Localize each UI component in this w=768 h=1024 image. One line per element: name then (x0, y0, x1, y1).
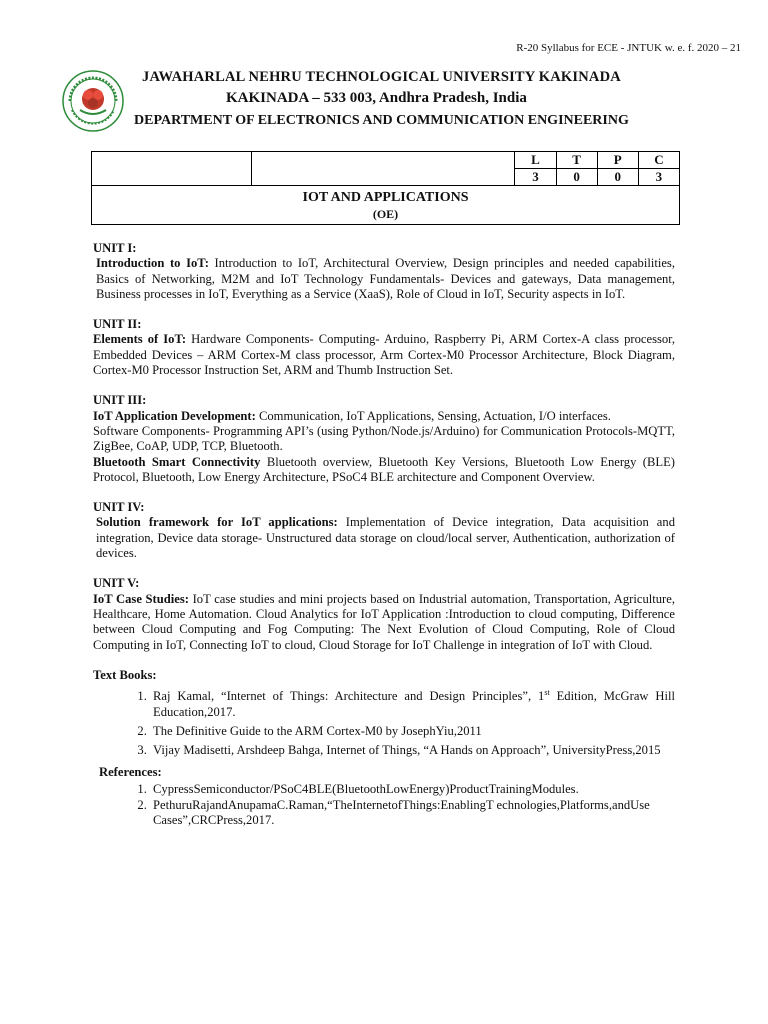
book-sup: st (544, 688, 550, 698)
course-credit-table (91, 151, 680, 225)
list-item: 2. PethuruRajandAnupamaC.Raman,“TheInternetofThings:EnablingT echnologies,Platforms,andUse Cases”,CRCPress,2017. (150, 798, 675, 829)
unit-heading: UNIT V: (93, 576, 140, 591)
unit-3 (93, 393, 675, 485)
book-text-after: Edition, McGraw Hill Education,2017. (153, 689, 675, 719)
credit-header-p: P (597, 152, 638, 169)
list-item: 1. CypressSemiconductor/PSoC4BLE(BluetoothLowEnergy)ProductTrainingModules. (150, 782, 675, 797)
credit-header-l: L (515, 152, 556, 169)
unit-text-software: Software Components- Programming API’s (using Python/Node.js/Arduino) for Communication Protocols-MQTT, ZigBee, CoAP, UDP, TCP, Bluetooth. (93, 423, 675, 454)
unit-body (93, 409, 675, 424)
blank-cell (92, 152, 252, 186)
unit-heading: UNIT I: (93, 241, 137, 255)
credit-header-t: T (556, 152, 597, 169)
credit-value-c: 3 (638, 169, 679, 186)
unit-text: Bluetooth overview, Bluetooth Key Versions, Bluetooth Low Energy (BLE) Protocol, Bluetooth, Low Energy Architecture, PSoC4 BLE architecture and Component Overview. (93, 454, 675, 484)
unit-1 (93, 241, 675, 302)
unit-body (93, 592, 675, 653)
syllabus-content (93, 241, 675, 830)
references-heading: References: (99, 764, 162, 779)
unit-topic: Solution framework for IoT applications: (96, 515, 338, 530)
unit-4 (93, 500, 675, 561)
blank-cell (251, 152, 515, 186)
course-title-cell (92, 186, 680, 225)
book-text: The Definitive Guide to the ARM Cortex-M0 by JosephYiu,2011 (153, 723, 482, 738)
unit-body (93, 332, 675, 378)
unit-body (93, 256, 675, 302)
department-name: DEPARTMENT OF ELECTRONICS AND COMMUNICATION ENGINEERING (134, 113, 629, 128)
book-text: Raj Kamal, “Internet of Things: Architecture and Design Principles”, 1 (153, 689, 545, 704)
course-subtitle: (OE) (372, 207, 399, 221)
unit-topic: Bluetooth Smart Connectivity (93, 454, 261, 469)
unit-body (93, 515, 675, 561)
credit-value-t: 0 (556, 169, 597, 186)
book-text: Vijay Madisetti, Arshdeep Bahga, Internet of Things, “A Hands on Approach”, UniversityPress,2015 (153, 743, 661, 758)
unit-5 (93, 576, 675, 652)
unit-text: Implementation of Device integration, Data acquisition and integration, Device data storage- Unstructured data storage on cloud/local server, Authentication, authorization of devices. (96, 515, 675, 561)
unit-heading: UNIT II: (93, 317, 142, 332)
list-item (150, 685, 675, 720)
unit-text: Hardware Components- Computing- Arduino, Raspberry Pi, ARM Cortex-A class processor, Embedded Devices – ARM Cortex-M class processor, Arm Cortex-M0 Processor Architecture, Block Diagram, Cortex-M0 Processor Instruction Set, ARM and Thumb Instruction Set. (93, 332, 676, 378)
text-books-heading: Text Books: (93, 667, 157, 682)
credit-header-c: C (638, 152, 679, 169)
unit-topic: IoT Case Studies: (93, 591, 189, 606)
syllabus-tag: R-20 Syllabus for ECE - JNTUK w. e. f. 2020 – 21 (516, 42, 741, 54)
university-name: JAWAHARLAL NEHRU TECHNOLOGICAL UNIVERSITY KAKINADA (142, 69, 621, 85)
course-title: IOT AND APPLICATIONS (302, 190, 469, 205)
credit-value-p: 0 (597, 169, 638, 186)
unit-heading: UNIT IV: (93, 500, 145, 515)
unit-heading: UNIT III: (93, 393, 147, 408)
unit-topic: IoT Application Development: (93, 408, 256, 423)
credit-value-l: 3 (515, 169, 556, 186)
university-location: KAKINADA – 533 003, Andhra Pradesh, India (226, 90, 527, 106)
list-item (150, 743, 675, 758)
unit-text: IoT case studies and mini projects based on Industrial automation, Transportation, Agriculture, Healthcare, Home Automation. Cloud Analytics for IoT Application :Introduction to cloud computing, Difference between Cloud Computing and Fog Computing: The Next Evolution of Cloud Computing, Role of Cloud Computing in IoT, Connecting IoT to cloud, Cloud Storage for IoT Challenge in integration of IoT with Cloud. (93, 591, 675, 652)
unit-2 (93, 317, 675, 378)
unit-body-bluetooth (93, 455, 675, 486)
text-books-list (93, 685, 675, 758)
unit-text: Communication, IoT Applications, Sensing, Actuation, I/O interfaces. (255, 408, 611, 423)
references-list (93, 782, 675, 829)
unit-text: Introduction to IoT, Architectural Overview, Design principles and needed capabilities, Basics of Networking, M2M and IoT Technology Fundamentals- Devices and gateways, Data management, Business processes in IoT, Everything as a Service (XaaS), Role of Cloud in IoT, Security aspects in IoT. (96, 256, 675, 301)
unit-topic: Elements of IoT: (93, 332, 187, 347)
list-item (150, 724, 675, 739)
university-logo (62, 70, 124, 132)
unit-topic: Introduction to IoT: (96, 256, 209, 271)
